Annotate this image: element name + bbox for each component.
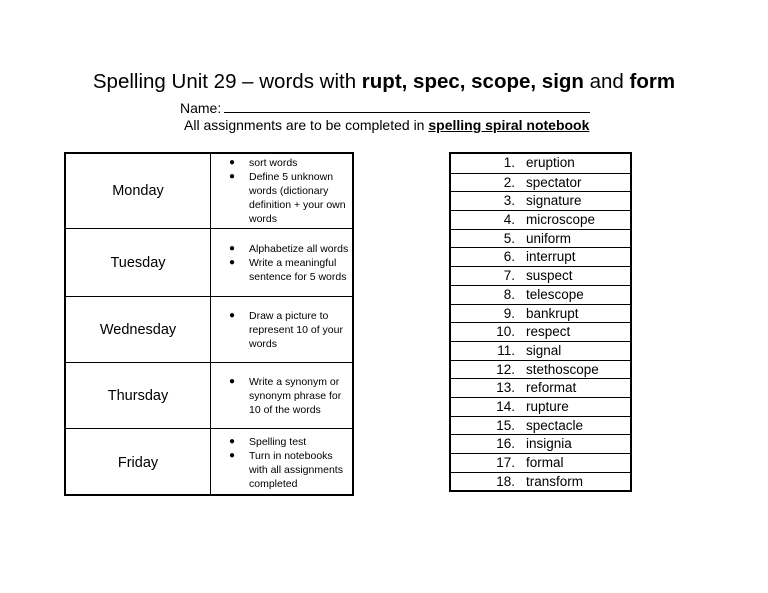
task-text: Write a meaningful sentence for 5 words: [249, 256, 347, 283]
word-text: stethoscope: [526, 361, 599, 377]
schedule-row: [66, 154, 352, 228]
word-number: 15.: [496, 417, 515, 433]
word-number: 2.: [503, 174, 515, 190]
task-item: [229, 435, 349, 449]
task-item: [229, 256, 349, 284]
word-list-item: [451, 472, 630, 491]
task-text: Define 5 unknown words (dictionary definition + your own words: [249, 171, 346, 225]
word-text: spectator: [526, 174, 582, 190]
task-text: Draw a picture to represent 10 of your words: [249, 309, 343, 350]
word-text: insignia: [526, 436, 572, 452]
task-text: Alphabetize all words: [249, 242, 349, 255]
word-number: 5.: [503, 230, 515, 246]
schedule-row: [66, 296, 352, 362]
word-text: telescope: [526, 286, 584, 302]
instruction-emphasis: spelling spiral notebook: [428, 117, 590, 133]
word-text: signature: [526, 193, 582, 209]
word-number: 9.: [503, 305, 515, 321]
bullet-icon: ●: [229, 242, 236, 254]
word-number: 18.: [496, 473, 515, 489]
bullet-icon: ●: [229, 157, 236, 168]
word-text: rupture: [526, 398, 569, 414]
task-text: Turn in notebooks with all assignments completed: [249, 449, 343, 490]
word-number: 14.: [496, 398, 515, 414]
name-field: [180, 98, 590, 116]
schedule-day: Tuesday: [66, 229, 211, 296]
word-text: respect: [526, 324, 571, 340]
task-item: [229, 449, 349, 491]
word-text: eruption: [526, 155, 575, 170]
word-text: suspect: [526, 268, 573, 284]
word-list-item: [451, 416, 630, 435]
instruction-prefix: All assignments are to be completed in: [184, 117, 429, 133]
schedule-day: Monday: [66, 154, 211, 228]
word-list-item: [451, 285, 630, 304]
word-number: 11.: [497, 342, 515, 358]
schedule-row: [66, 428, 352, 496]
word-list-item: [451, 322, 630, 341]
bullet-icon: ●: [229, 449, 236, 461]
schedule-day: Friday: [66, 429, 211, 496]
word-list-item: [451, 341, 630, 360]
word-list-item: [451, 434, 630, 453]
word-number: 4.: [503, 212, 515, 228]
weekly-schedule-table: [64, 152, 354, 496]
word-number: 6.: [503, 249, 515, 265]
schedule-day: Wednesday: [66, 297, 211, 362]
title-and: and: [583, 70, 630, 93]
word-number: 13.: [496, 380, 515, 396]
schedule-tasks: [211, 363, 352, 428]
word-list-item: [451, 229, 630, 248]
task-text: sort words: [249, 157, 298, 169]
bullet-icon: ●: [229, 171, 236, 182]
word-number: 1.: [503, 155, 515, 170]
schedule-day: Thursday: [66, 363, 211, 428]
task-text: Write a synonym or synonym phrase for 10 of the words: [249, 375, 342, 416]
instruction-line: [184, 117, 589, 133]
schedule-tasks: [211, 297, 352, 362]
word-list-item: [451, 247, 630, 266]
bullet-icon: ●: [229, 256, 236, 268]
word-text: transform: [526, 473, 584, 489]
word-number: 8.: [503, 286, 515, 302]
bullet-icon: ●: [229, 309, 236, 321]
word-number: 17.: [496, 455, 515, 470]
word-text: bankrupt: [526, 305, 579, 321]
word-list-item: [451, 360, 630, 379]
title-word-parts: rupt, spec, scope, sign: [361, 70, 584, 93]
page-title: [0, 70, 768, 94]
word-number: 7.: [503, 268, 515, 284]
title-word-form: form: [629, 70, 676, 93]
schedule-tasks: [211, 229, 352, 296]
task-item: [229, 170, 349, 226]
word-number: 12.: [496, 361, 515, 377]
task-text: Spelling test: [249, 435, 307, 448]
word-list-item: [451, 210, 630, 229]
schedule-tasks: [211, 429, 352, 496]
task-item: [229, 375, 349, 417]
word-text: reformat: [526, 380, 577, 396]
title-prefix: Spelling Unit 29 – words with: [92, 70, 362, 93]
word-list-item: [451, 453, 630, 472]
word-list-item: [451, 304, 630, 323]
word-number: 3.: [503, 193, 515, 209]
task-item: [229, 156, 349, 170]
task-item: [229, 242, 349, 256]
word-text: spectacle: [526, 417, 584, 433]
word-text: interrupt: [526, 249, 576, 265]
schedule-tasks: [211, 154, 352, 228]
word-list-item: [451, 378, 630, 397]
word-text: signal: [526, 342, 562, 358]
bullet-icon: ●: [229, 375, 236, 387]
schedule-row: [66, 362, 352, 428]
word-number: 10.: [496, 324, 515, 340]
name-blank-line: [224, 98, 590, 113]
schedule-row: [66, 228, 352, 296]
word-text: microscope: [526, 212, 596, 228]
word-list-item: [451, 173, 630, 192]
word-list-item: [451, 266, 630, 285]
word-text: uniform: [526, 230, 572, 246]
word-list-item: [451, 154, 630, 173]
word-list-item: [451, 397, 630, 416]
task-item: [229, 309, 349, 351]
bullet-icon: ●: [229, 435, 236, 447]
word-list-item: [451, 191, 630, 210]
word-number: 16.: [496, 436, 515, 452]
name-label: Name:: [180, 100, 222, 116]
word-text: formal: [526, 455, 564, 470]
spelling-word-list: [449, 152, 632, 492]
